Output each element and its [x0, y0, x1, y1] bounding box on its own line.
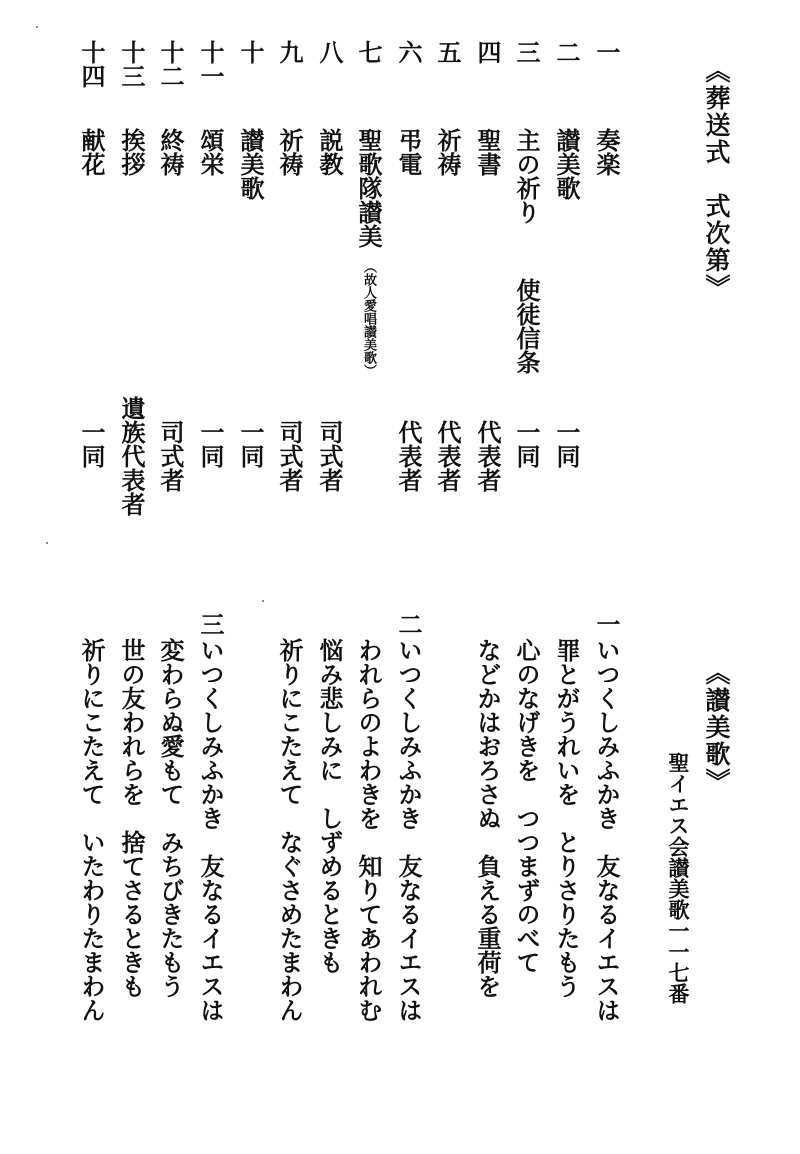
item-performer: 一同	[77, 420, 106, 468]
verse-line: 罪とがうれいを とりさりたもう	[552, 638, 581, 998]
verse-line: 祈りにこたえて いたわりたまわん	[77, 638, 106, 1022]
item-name: 頌栄	[196, 128, 225, 176]
item-performer: 司式者	[156, 420, 185, 492]
item-number: 六	[394, 40, 423, 64]
item-name: 讃美歌	[552, 128, 581, 200]
verse-line: 心のなげきを つつまずのべて	[512, 638, 541, 974]
order-of-service-title: 《葬送式 式次第》	[702, 58, 731, 301]
item-number: 十二	[156, 40, 185, 88]
verse-number: 一	[592, 612, 621, 636]
item-number: 八	[315, 40, 344, 64]
item-number: 九	[275, 40, 304, 64]
item-name: 弔電	[394, 128, 423, 176]
item-number: 十四	[77, 40, 106, 88]
item-name: 終祷	[156, 128, 185, 176]
item-name: 讃美歌	[236, 128, 265, 200]
item-name: 説教	[315, 128, 344, 176]
verse-line: われらのよわきを 知りてあわれむ	[354, 638, 383, 1022]
item-number: 三	[512, 40, 541, 64]
item-name: 聖書	[473, 128, 502, 176]
item-performer: 司式者	[275, 420, 304, 492]
item-number: 十三	[117, 40, 146, 88]
scan-speck	[36, 26, 38, 28]
item-name: 献花	[77, 128, 106, 176]
item-number: 二	[552, 40, 581, 64]
item-name: 奏楽	[592, 128, 621, 176]
item-performer: 代表者	[473, 420, 502, 492]
item-performer: 一同	[512, 420, 541, 468]
hymn-subtitle: 聖イエス会讃美歌一一七番	[666, 752, 691, 1004]
verse-line: などかはおろさぬ 負える重荷を	[473, 638, 502, 998]
item-performer: 代表者	[394, 420, 423, 492]
verse-number: 二	[394, 612, 423, 636]
verse-line: いつくしみふかき 友なるイエスは	[196, 638, 225, 1022]
verse-line: 悩み悲しみに しずめるときも	[315, 638, 344, 974]
verse-line: 世の友われらを 捨てさるときも	[117, 638, 146, 998]
item-number: 五	[433, 40, 462, 64]
hymn-title: 《讃美歌》	[702, 660, 731, 795]
item-performer: 代表者	[433, 420, 462, 492]
scan-speck	[46, 542, 48, 544]
item-number: 四	[473, 40, 502, 64]
item-number: 十一	[196, 40, 225, 88]
item-number: 一	[592, 40, 621, 64]
item-name: 挨拶	[117, 128, 146, 176]
item-extra: 使徒信条	[512, 278, 541, 374]
verse-line: いつくしみふかき 友なるイエスは	[592, 638, 621, 1022]
item-performer: 一同	[236, 420, 265, 468]
scan-speck	[262, 600, 264, 602]
item-performer: 司式者	[315, 420, 344, 492]
item-name: 祈祷	[433, 128, 462, 176]
item-note: （故人愛唱讃美歌）	[361, 260, 376, 377]
verse-line: 祈りにこたえて なぐさめたまわん	[275, 638, 304, 1022]
item-name: 祈祷	[275, 128, 304, 176]
item-performer: 一同	[196, 420, 225, 468]
item-number: 七	[354, 40, 383, 64]
item-number: 十	[236, 40, 265, 64]
item-name: 主の祈り	[512, 128, 541, 224]
item-performer: 遺族代表者	[117, 396, 146, 516]
verse-number: 三	[196, 612, 225, 636]
item-performer: 一同	[552, 420, 581, 468]
item-name: 聖歌隊讃美	[354, 128, 383, 248]
verse-line: 変わらぬ愛もて みちびきたもう	[156, 638, 185, 998]
verse-line: いつくしみふかき 友なるイエスは	[394, 638, 423, 1022]
